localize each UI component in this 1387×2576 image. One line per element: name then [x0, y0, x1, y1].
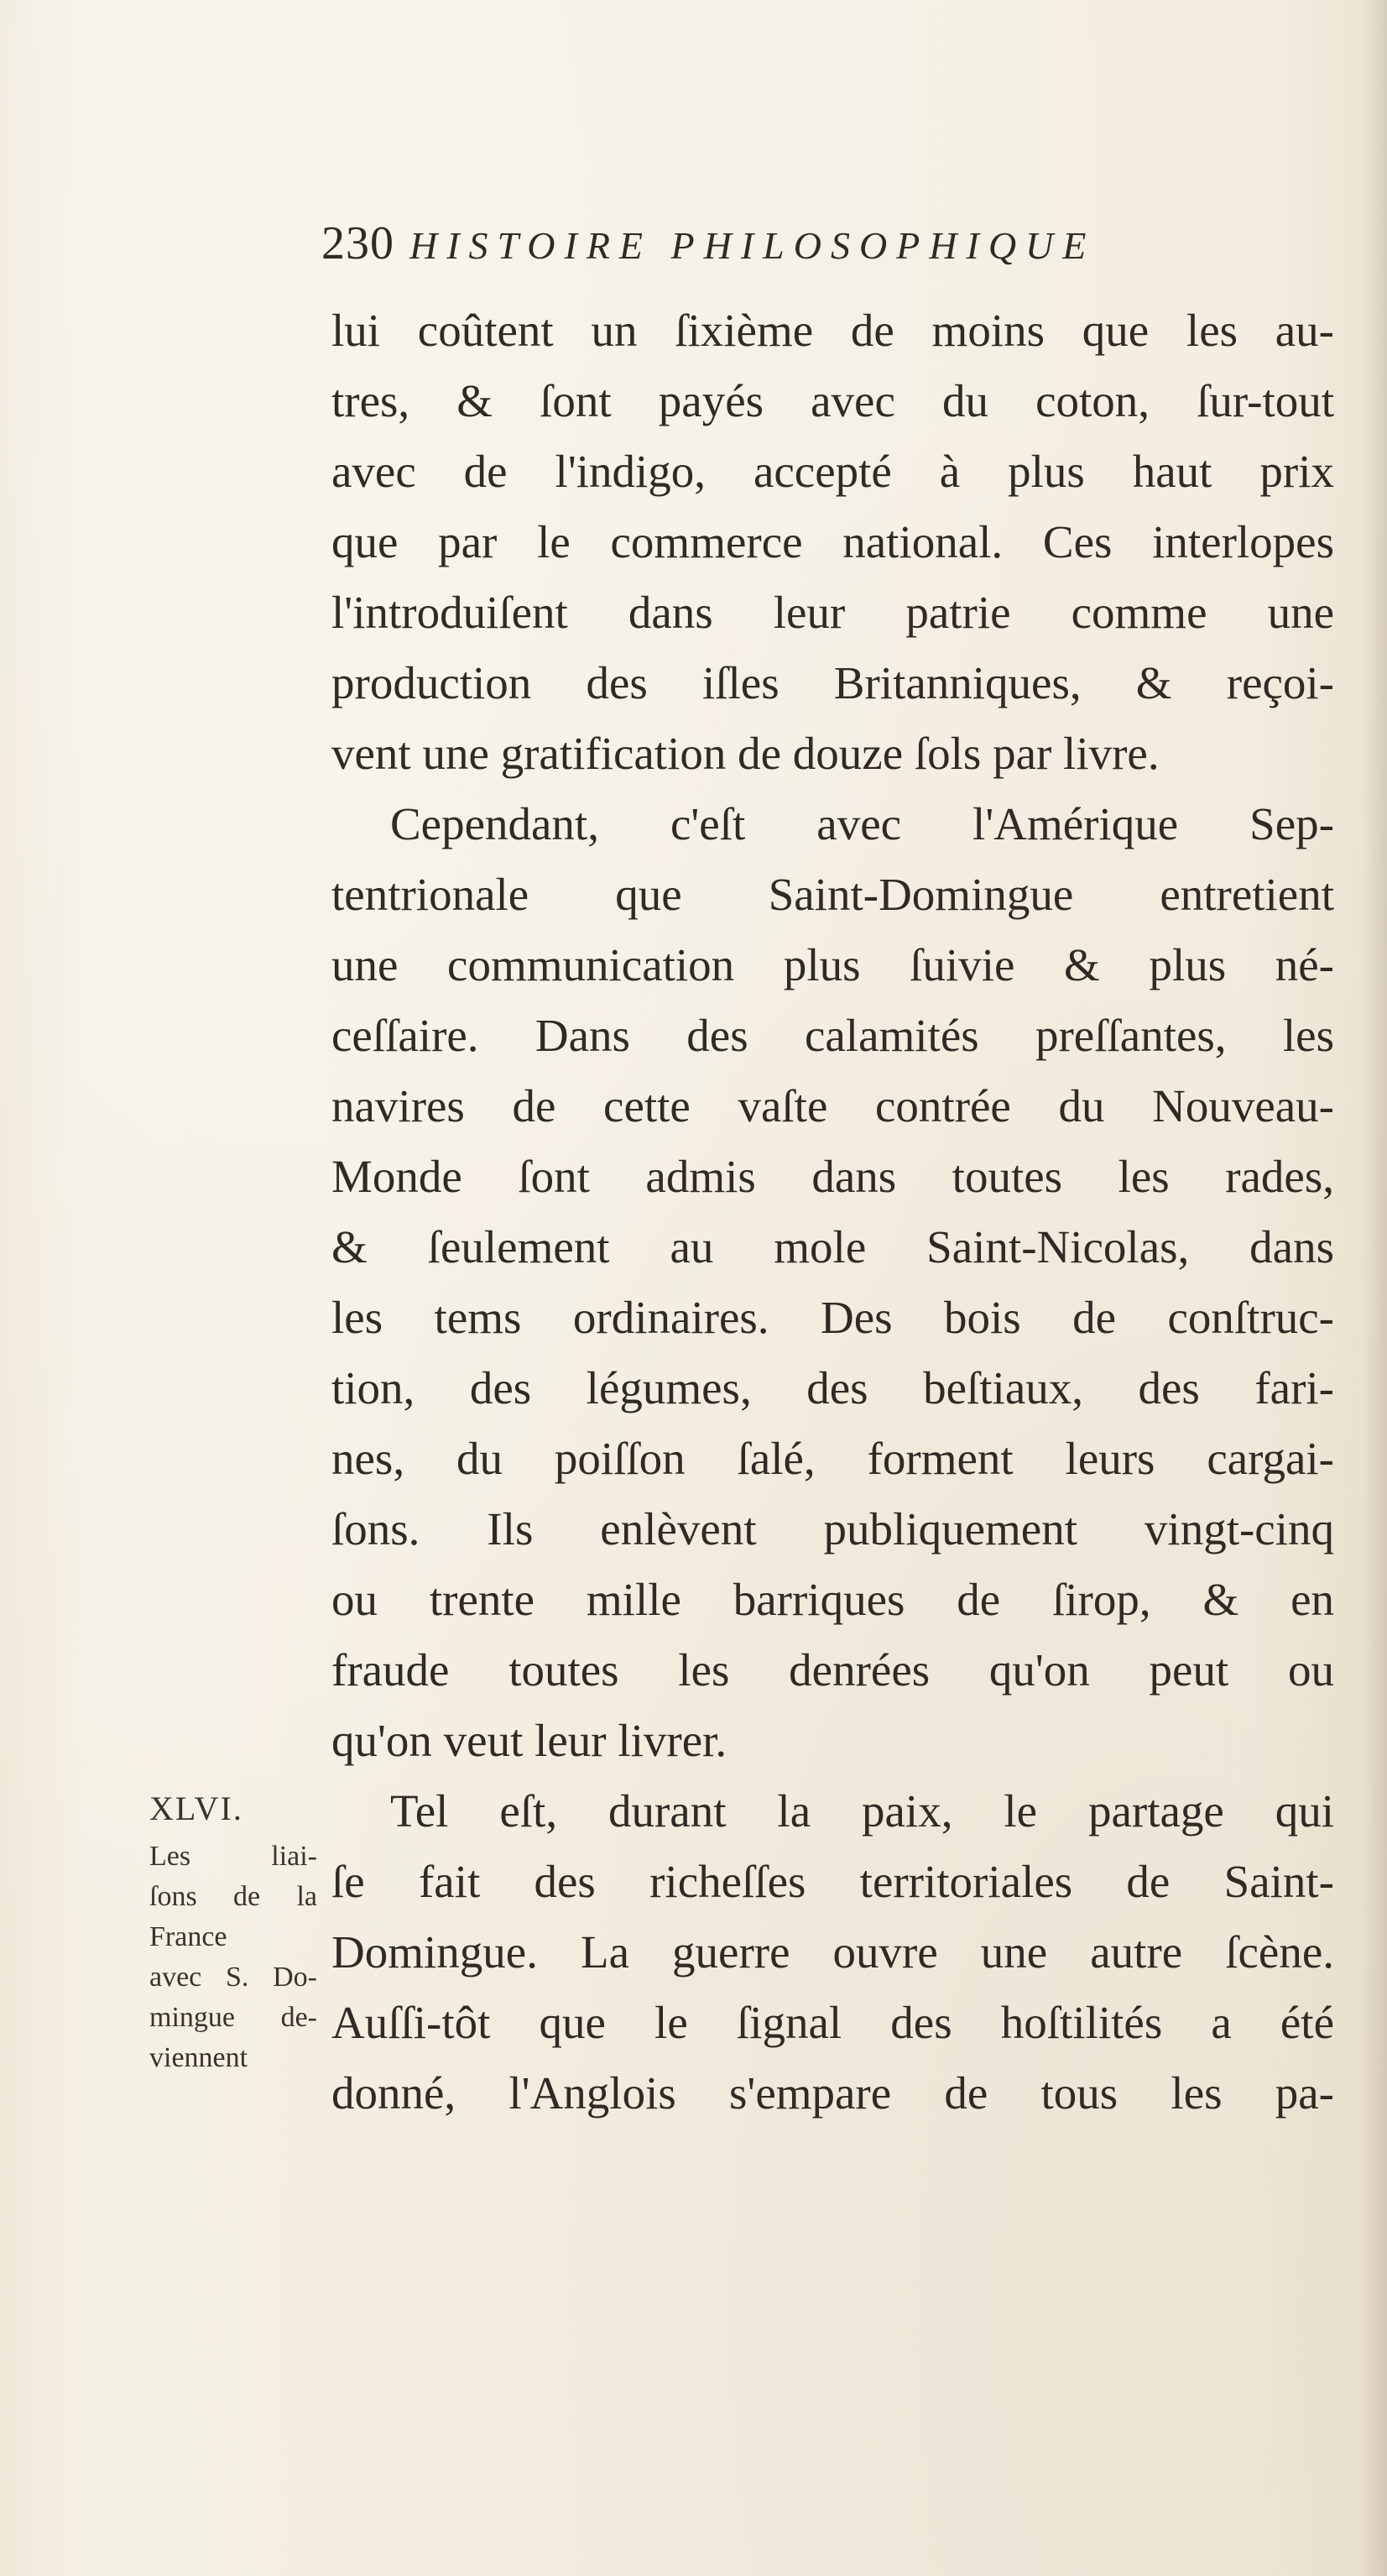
text-line: qu'on veut leur livrer. — [331, 1715, 727, 1766]
text-line: Monde ſont admis dans toutes les rades, — [331, 1151, 1334, 1202]
text-line: navires de cette vaſte contrée du Nouveau- — [331, 1080, 1334, 1131]
margin-line: Les liai- — [149, 1841, 317, 1872]
page-edge-shadow — [1362, 0, 1387, 2576]
text-line: donné, l'Anglois s'empare de tous les pa- — [331, 2067, 1334, 2119]
text-line: ſe fait des richeſſes territoriales de Saint- — [331, 1856, 1334, 1907]
page-header — [321, 217, 1345, 284]
page-number: 230 — [321, 217, 394, 269]
text-line: tion, des légumes, des beſtiaux, des fari- — [331, 1362, 1334, 1413]
margin-line: viennent — [149, 2042, 248, 2073]
section-number: XLVI. — [149, 1790, 243, 1827]
text-line: tres, & ſont payés avec du coton, ſur-tout — [331, 375, 1334, 426]
margin-line: avec S. Do- — [149, 1962, 317, 1993]
text-line: ceſſaire. Dans des calamités preſſantes, les — [331, 1010, 1334, 1061]
text-line: production des iſles Britanniques, & reçoi- — [331, 657, 1334, 708]
text-line: ou trente mille barriques de ſirop, & en — [331, 1574, 1334, 1625]
text-line: que par le commerce national. Ces interlopes — [331, 516, 1334, 567]
text-line: & ſeulement au mole Saint-Nicolas, dans — [331, 1221, 1334, 1272]
text-line: les tems ordinaires. Des bois de conſtruc- — [331, 1292, 1334, 1343]
paragraph-start: Tel eſt, durant la paix, le partage qui — [390, 1785, 1334, 1837]
paragraph-start: Cependant, c'eſt avec l'Amérique Sep- — [390, 798, 1334, 849]
margin-note — [149, 1790, 317, 2078]
margin-line: mingue de- — [149, 2002, 317, 2033]
body-text — [331, 295, 1334, 2129]
text-line: Domingue. La guerre ouvre une autre ſcène. — [331, 1926, 1334, 1978]
text-line: ſons. Ils enlèvent publiquement vingt-cinq — [331, 1503, 1334, 1554]
text-line: avec de l'indigo, accepté à plus haut prix — [331, 446, 1334, 497]
text-line: vent une gratification de douze ſols par livre. — [331, 728, 1160, 779]
running-title: HISTOIRE PHILOSOPHIQUE — [409, 224, 1096, 267]
text-line: lui coûtent un ſixième de moins que les au- — [331, 305, 1334, 356]
text-line: Auſſi-tôt que le ſignal des hoſtilités a été — [331, 1997, 1334, 2048]
text-line: nes, du poiſſon ſalé, forment leurs cargai- — [331, 1433, 1334, 1484]
text-line: tentrionale que Saint-Domingue entretient — [331, 869, 1334, 920]
margin-line: France — [149, 1921, 227, 1952]
text-line: fraude toutes les denrées qu'on peut ou — [331, 1644, 1334, 1696]
text-line: une communication plus ſuivie & plus né- — [331, 939, 1334, 990]
margin-line: ſons de la — [149, 1881, 317, 1912]
text-line: l'introduiſent dans leur patrie comme une — [331, 587, 1334, 638]
